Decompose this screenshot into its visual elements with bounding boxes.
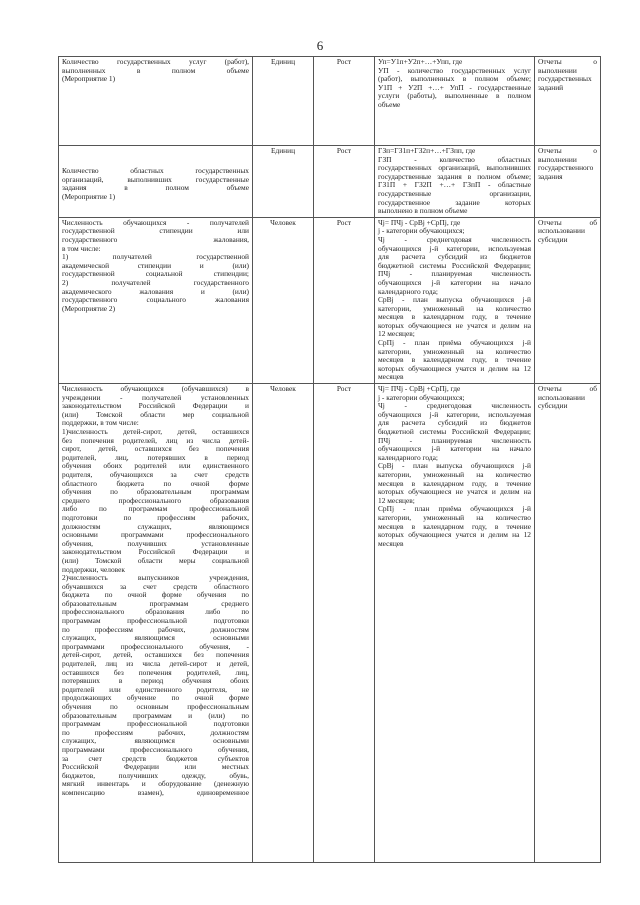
unit-cell: Человек xyxy=(253,384,314,863)
formula-line: государственных организаций, выполнивших xyxy=(378,163,531,173)
indicator-line: Российской Федерации или местных xyxy=(62,762,249,772)
indicator-line: Количество государственных услуг (работ), xyxy=(62,57,249,66)
indicator-line: за счет средств бюджетов субъектов xyxy=(62,753,249,763)
indicator-line: родителей, лиц из числа детей-сирот и детей, xyxy=(62,659,249,669)
formula-line: бюджетной системы Российской Федерации; xyxy=(378,260,531,270)
indicator-line: программам профессиональной подготовки xyxy=(62,616,249,626)
formula-line: СрПj - план приёма обучающихся j-й xyxy=(378,504,531,514)
formula-line: обучающихся j-й категории на начало xyxy=(378,277,531,287)
source-line: использовании xyxy=(538,392,585,402)
formula-line: Чj= ПЧj - СрВj +СрПj, где xyxy=(378,384,461,394)
indicator-line: Численность обучающихся - получателей xyxy=(62,217,249,227)
table-row xyxy=(59,57,601,146)
indicator-line: образовательным программам среднего xyxy=(62,598,249,608)
indicator-line: академической стипендии и (или) xyxy=(62,260,249,270)
indicator-line: обучавшихся за счет средств областного xyxy=(62,581,249,591)
formula-line: которых обучающиеся не учатся и делим на xyxy=(378,320,531,330)
indicator-line: должностям служащих, являющимся xyxy=(62,521,249,531)
indicator-line: выполненных в полном объеме xyxy=(62,65,249,75)
formula-cell xyxy=(375,384,535,863)
indicator-line: по профессиям рабочих, должностям xyxy=(62,727,249,737)
source-line: использовании xyxy=(538,226,585,236)
source-line: заданий xyxy=(538,82,564,92)
indicator-line: законодательством Российской Федерации и xyxy=(62,401,249,411)
formula-line: категории, умноженный на количество xyxy=(378,346,531,356)
table-row xyxy=(59,146,601,218)
indicator-line: обучения по образовательным программам xyxy=(62,487,249,497)
formula-line: государственные организации, xyxy=(378,188,531,198)
source-line: задания xyxy=(538,171,563,181)
source-line: субсидии xyxy=(538,234,568,244)
indicator-line: по профессиям рабочих, должностям xyxy=(62,624,249,634)
indicator-line: (Мероприятие 2) xyxy=(62,303,116,313)
indicator-cell xyxy=(59,217,253,383)
formula-cell xyxy=(375,57,535,146)
indicator-line: либо по программам профессиональной xyxy=(62,504,249,514)
formula-line: УП - количество государственных услуг xyxy=(378,65,531,75)
source-line: субсидии xyxy=(538,401,568,411)
formula-line: Чj - среднегодовая численность xyxy=(378,234,531,244)
indicator-cell xyxy=(59,57,253,146)
source-line: государственных xyxy=(538,74,592,84)
source-line: выполнении xyxy=(538,65,577,75)
source-line: выполнении xyxy=(538,154,577,164)
table-row xyxy=(59,384,601,863)
formula-line: j - категории обучающихся; xyxy=(378,392,465,402)
formula-line: ГЗП - количество областных xyxy=(378,154,531,164)
formula-line: месяцев в календарном году, в течение xyxy=(378,521,531,531)
formula-line: для расчета субсидий из бюджетов xyxy=(378,252,531,262)
indicator-line: мягкий инвентарь и оборудование (денежную xyxy=(62,779,249,789)
indicator-line: Количество областных государственных xyxy=(62,166,249,175)
source-cell xyxy=(535,146,601,218)
formula-line: СрПj - план приёма обучающихся j-й xyxy=(378,338,531,348)
indicator-line: обучения по основным профессиональным xyxy=(62,702,249,711)
formula-line: Чj - среднегодовая численность xyxy=(378,401,531,411)
indicator-line: профессионального образования либо по xyxy=(62,607,249,617)
indicator-line: родителей, лиц, потерявших в период xyxy=(62,452,249,462)
formula-line: бюджетной системы Российской Федерации; xyxy=(378,427,531,436)
formula-line: Уп=У1п+У2п+…+Упп, где xyxy=(378,57,463,66)
formula-line: 12 месяцев; xyxy=(378,495,415,505)
indicator-line: потерявших в период обучения обоих xyxy=(62,676,249,686)
indicator-line: образовательным программам и (или) по xyxy=(62,710,249,720)
indicator-line: оставшихся без попечения родителей, лиц, xyxy=(62,667,249,677)
indicator-line: 2) получателей государственного xyxy=(62,277,249,287)
formula-line: обучающихся j-й категории, используемая xyxy=(378,243,531,253)
indicator-line: без попечения родителей, лиц из числа детей- xyxy=(62,435,249,445)
indicator-line: академического жалования и (или) xyxy=(62,286,249,296)
formula-line: У1П + У2П +…+ УпП - государственные xyxy=(378,82,531,92)
indicator-line: бюджетов, получивших одежду, обувь, xyxy=(62,770,249,780)
direction-cell: Рост xyxy=(314,57,375,146)
formula-cell xyxy=(375,146,535,218)
formula-line: месяцев в календарном году, в течение xyxy=(378,478,531,488)
formula-line: 12 месяцев; xyxy=(378,329,415,339)
indicator-line: учреждении - получателей установленных xyxy=(62,392,249,402)
unit-cell: Единиц xyxy=(253,57,314,146)
formula-line: которых обучающиеся учатся и делим на 12 xyxy=(378,363,531,373)
formula-line: государственное задание которых xyxy=(378,197,531,207)
source-line: Отчеты об xyxy=(538,384,597,394)
page-number: 6 xyxy=(316,38,324,53)
indicator-line: (или) Томской области меры социальной xyxy=(62,555,249,565)
indicator-cell xyxy=(59,146,253,218)
direction-cell: Рост xyxy=(314,384,375,863)
indicator-line: (или) Томской области мер социальной xyxy=(62,409,249,419)
formula-line: Чj= ПЧj - СрВj +СрПj, где xyxy=(378,217,461,227)
formula-line: категории, умноженный на количество xyxy=(378,512,531,522)
indicator-line: в том числе: xyxy=(62,243,101,253)
indicator-line: служащих, являющимся основными xyxy=(62,633,249,643)
indicator-line: обучения, получивших установленные xyxy=(62,538,249,548)
source-line: Отчеты об xyxy=(538,217,597,227)
indicator-cell xyxy=(59,384,253,863)
formula-line: объеме xyxy=(378,99,401,109)
source-line: Отчеты о xyxy=(538,57,597,66)
formula-line: месяцев в календарном году, в течение xyxy=(378,355,531,365)
source-cell xyxy=(535,384,601,863)
indicator-line: государственного социального жалования xyxy=(62,295,249,305)
formula-line: ГЗ1П + ГЗ2П +…+ ГЗпП - областные xyxy=(378,180,531,190)
indicator-line: родителя, обучающихся за счет средств xyxy=(62,469,249,479)
indicator-line: обучения обоих родителей или единственного xyxy=(62,461,249,471)
indicator-line: (Мероприятие 1) xyxy=(62,74,116,84)
indicator-line: поддержки, человек xyxy=(62,564,125,574)
indicator-line: основными программами профессионального xyxy=(62,530,249,540)
indicator-line: 2)численность выпускников учреждения, xyxy=(62,573,249,583)
table-row xyxy=(59,217,601,383)
indicator-line: государственной социальной стипендии; xyxy=(62,269,249,279)
formula-line: месяцев xyxy=(378,538,404,548)
source-line: Отчеты о xyxy=(538,146,597,155)
indicator-line: программам профессиональной подготовки xyxy=(62,719,249,729)
indicator-line: поддержки, в том числе: xyxy=(62,418,139,428)
indicator-line: (Мероприятие 1) xyxy=(62,191,116,201)
source-line: государственного xyxy=(538,163,594,173)
formula-line: j - категории обучающихся; xyxy=(378,226,465,236)
indicator-line: подготовки по профессиям рабочих, xyxy=(62,512,249,522)
indicator-line: сирот, детей, оставшихся без попечения xyxy=(62,444,249,454)
indicator-line: служащих, являющимся основными xyxy=(62,736,249,746)
formula-line: ГЗп=ГЗ1п+ГЗ2п+…+ГЗпп, где xyxy=(378,146,476,155)
formula-line: (работ), выполненных в полном объеме; xyxy=(378,74,531,84)
formula-line: выполнено в полном объеме xyxy=(378,206,468,216)
formula-line: обучающихся j-й категории на начало xyxy=(378,444,531,454)
indicator-line: государственной стипендии или xyxy=(62,226,249,236)
indicators-table xyxy=(58,56,601,863)
indicator-line: организаций, выполнивших государственные xyxy=(62,174,249,184)
indicator-line: областного бюджета по очной форме xyxy=(62,478,249,488)
unit-cell: Единиц xyxy=(253,146,314,218)
formula-line: ПЧj - планируемая численность xyxy=(378,269,531,279)
formula-line: которых обучающиеся не учатся и делим на xyxy=(378,487,531,497)
formula-line: месяцев xyxy=(378,372,404,382)
indicator-line: продолжающих обучение по очной форме xyxy=(62,693,249,703)
indicator-line: среднего профессионального образования xyxy=(62,495,249,505)
indicator-line: родителей или единственного родителя, не xyxy=(62,684,249,694)
formula-line: услуги (работы), выполненные в полном xyxy=(378,91,531,101)
direction-cell: Рост xyxy=(314,217,375,383)
formula-line: месяцев в календарном году, в течение xyxy=(378,312,531,322)
indicator-line: 1) получателей государственной xyxy=(62,252,249,262)
formula-line: календарного года; xyxy=(378,286,438,296)
indicator-line: компенсацию взамен), единовременное xyxy=(62,787,249,797)
formula-line: ПЧj - планируемая численность xyxy=(378,435,531,445)
indicator-line: задания в полном объеме xyxy=(62,183,249,193)
indicator-line: бюджета по очной форме обучения по xyxy=(62,590,249,600)
direction-cell: Рост xyxy=(314,146,375,218)
source-cell xyxy=(535,217,601,383)
formula-line: СрВj - план выпуска обучающихся j-й xyxy=(378,295,531,305)
formula-cell xyxy=(375,217,535,383)
indicator-line: программами профессионального обучения, xyxy=(62,744,249,754)
formula-line: календарного года; xyxy=(378,452,438,462)
indicator-line: программами профессионального обучения, - xyxy=(62,641,249,651)
formula-line: для расчета субсидий из бюджетов xyxy=(378,418,531,428)
indicator-line: Численность обучающихся (обучавшихся) в xyxy=(62,384,249,394)
formula-line: категории, умноженный на количество xyxy=(378,303,531,313)
formula-line: которых обучающиеся учатся и делим на 12 xyxy=(378,530,531,540)
unit-cell: Человек xyxy=(253,217,314,383)
indicator-line: государственного жалования, xyxy=(62,234,249,244)
formula-line: категории, умноженный на количество xyxy=(378,469,531,479)
formula-line: СрВj - план выпуска обучающихся j-й xyxy=(378,461,531,471)
source-cell xyxy=(535,57,601,146)
formula-line: государственные задания в полном объеме; xyxy=(378,171,531,181)
formula-line: обучающихся j-й категории, используемая xyxy=(378,409,531,419)
indicator-line: детей-сирот, детей, оставшихся без попечения xyxy=(62,650,249,660)
indicator-line: 1)численность детей-сирот, детей, оставшихся xyxy=(62,427,249,436)
indicator-line: законодательством Российской Федерации и xyxy=(62,547,249,557)
